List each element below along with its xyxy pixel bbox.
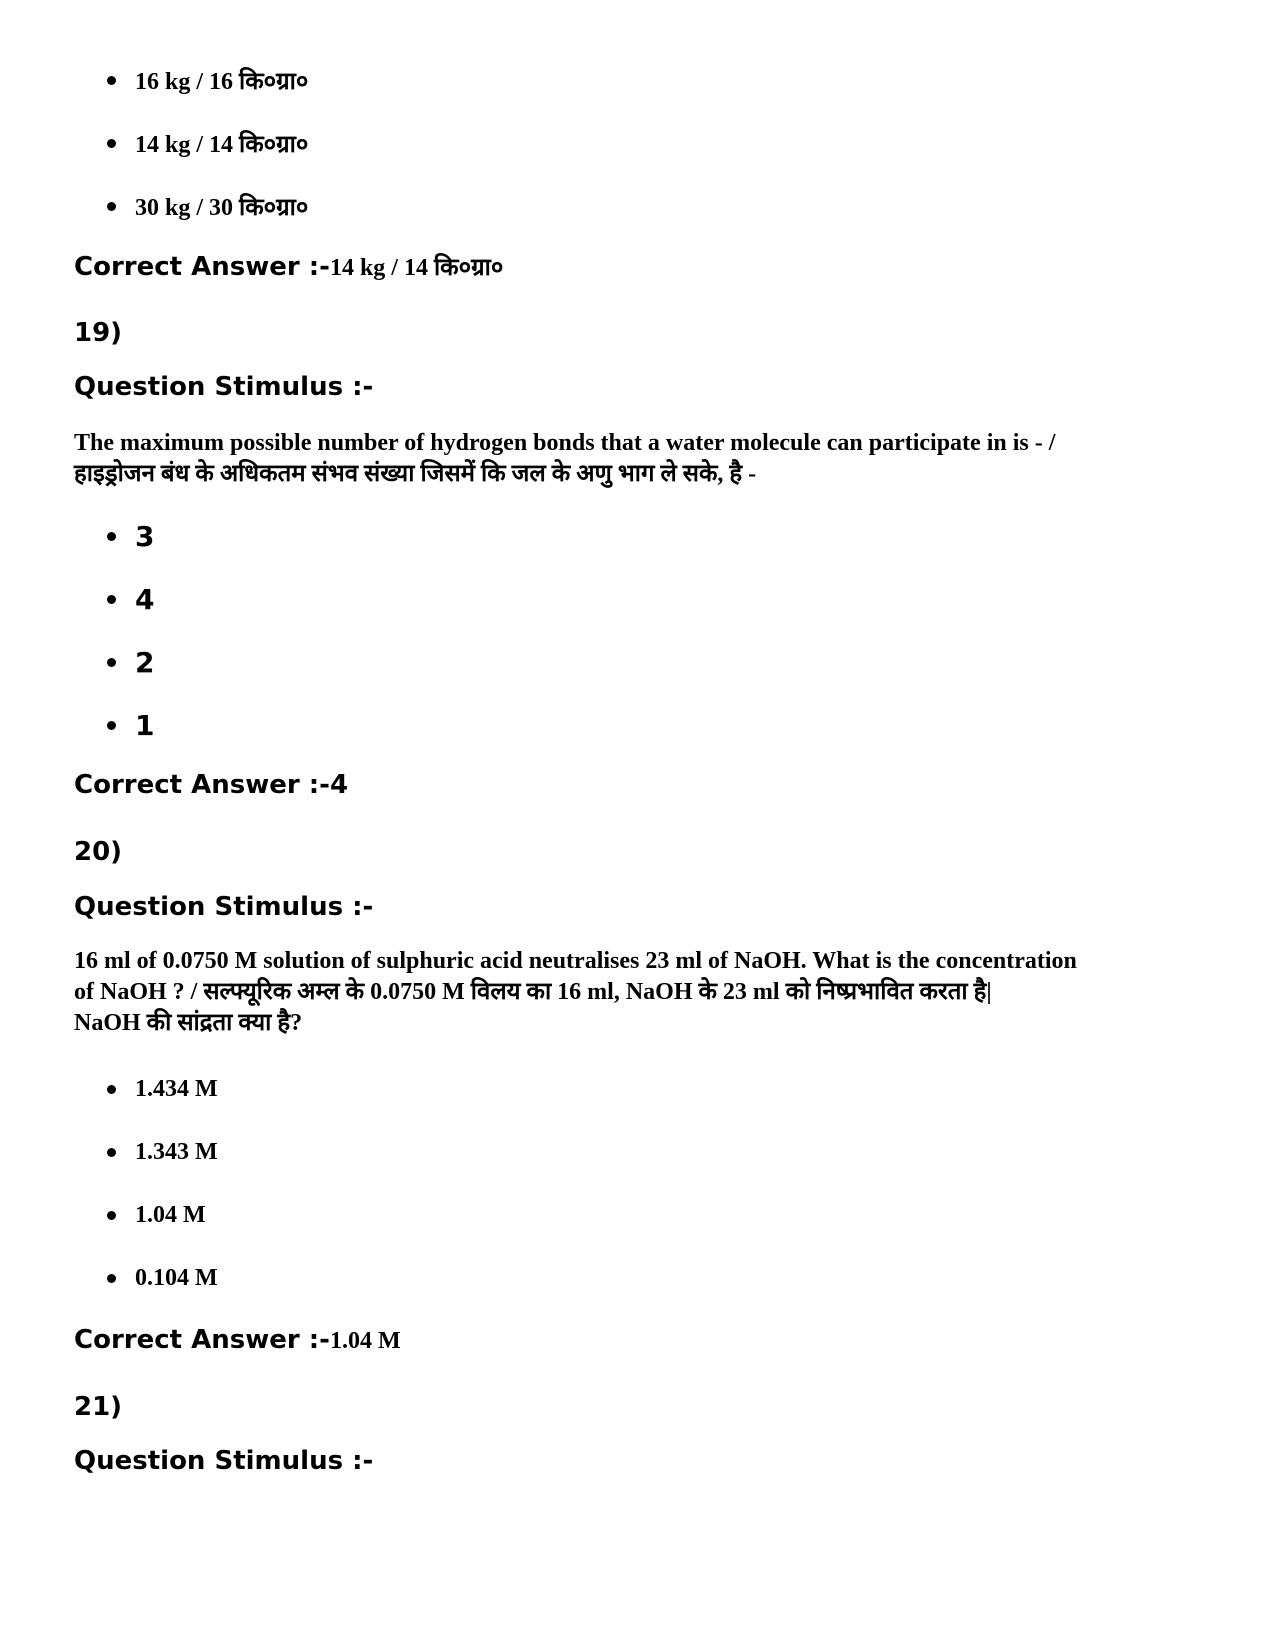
- option-text: 0.104 M: [135, 1265, 218, 1291]
- option-text: 2: [135, 646, 155, 679]
- option-text: 1.434 M: [135, 1076, 218, 1102]
- correct-answer-value: 4: [329, 770, 349, 800]
- bullet-icon: [107, 1211, 116, 1220]
- option-text: 1: [135, 709, 155, 742]
- list-item: [107, 1265, 218, 1292]
- correct-answer: [74, 1325, 401, 1355]
- stimulus-line: NaOH की सांद्रता क्या है?: [74, 1010, 303, 1036]
- question-number: 21): [74, 1392, 123, 1422]
- correct-answer-value: 14 kg / 14 कि०ग्रा०: [329, 255, 504, 281]
- question-number: 20): [74, 837, 123, 867]
- correct-answer-label: Correct Answer :-: [74, 252, 330, 282]
- bullet-icon: [107, 1274, 116, 1283]
- stimulus-line: The maximum possible number of hydrogen bonds that a water molecule can participate in is - /: [74, 430, 1056, 456]
- option-text: 1.343 M: [135, 1139, 218, 1165]
- bullet-icon: [107, 139, 116, 148]
- list-item: [107, 646, 154, 679]
- option-text: 30 kg / 30 कि०ग्रा०: [135, 195, 309, 221]
- list-item: [107, 709, 154, 742]
- list-item: [107, 1076, 218, 1103]
- list-item: [107, 64, 308, 97]
- correct-answer-label: Correct Answer :-: [74, 1325, 330, 1355]
- list-item: [107, 127, 308, 160]
- bullet-icon: [107, 1148, 116, 1157]
- list-item: [107, 1139, 218, 1166]
- bullet-icon: [107, 76, 116, 85]
- correct-answer: [74, 250, 503, 283]
- correct-answer: [74, 770, 348, 800]
- bullet-icon: [107, 532, 116, 541]
- bullet-icon: [107, 721, 116, 730]
- question-stimulus-label: Question Stimulus :-: [74, 1446, 374, 1476]
- stimulus-line: of NaOH ? / सल्फ्यूरिक अम्ल के 0.0750 M विलय का 16 ml, NaOH के 23 ml को निष्प्रभावित करता है|: [74, 979, 992, 1005]
- question-stimulus-label: Question Stimulus :-: [74, 892, 374, 922]
- list-item: [107, 190, 308, 223]
- question-stimulus-text: [74, 946, 1224, 1039]
- option-text: 1.04 M: [135, 1202, 206, 1228]
- option-text: 16 kg / 16 कि०ग्रा०: [135, 69, 309, 95]
- question-stimulus-label: Question Stimulus :-: [74, 372, 374, 402]
- option-text: 3: [135, 520, 155, 553]
- correct-answer-value: 1.04 M: [329, 1328, 401, 1354]
- option-text: 14 kg / 14 कि०ग्रा०: [135, 132, 309, 158]
- list-item: [107, 1202, 206, 1229]
- list-item: [107, 520, 154, 553]
- bullet-icon: [107, 658, 116, 667]
- bullet-icon: [107, 202, 116, 211]
- bullet-icon: [107, 595, 116, 604]
- question-number: 19): [74, 318, 123, 348]
- question-stimulus-text: [74, 428, 1224, 490]
- option-text: 4: [135, 583, 155, 616]
- stimulus-line: हाइड्रोजन बंध के अधिकतम संभव संख्या जिसमें कि जल के अणु भाग ले सके, है -: [74, 461, 757, 487]
- correct-answer-label: Correct Answer :-: [74, 770, 330, 800]
- stimulus-line: 16 ml of 0.0750 M solution of sulphuric acid neutralises 23 ml of NaOH. What is the concentration: [74, 948, 1077, 974]
- bullet-icon: [107, 1085, 116, 1094]
- list-item: [107, 583, 154, 616]
